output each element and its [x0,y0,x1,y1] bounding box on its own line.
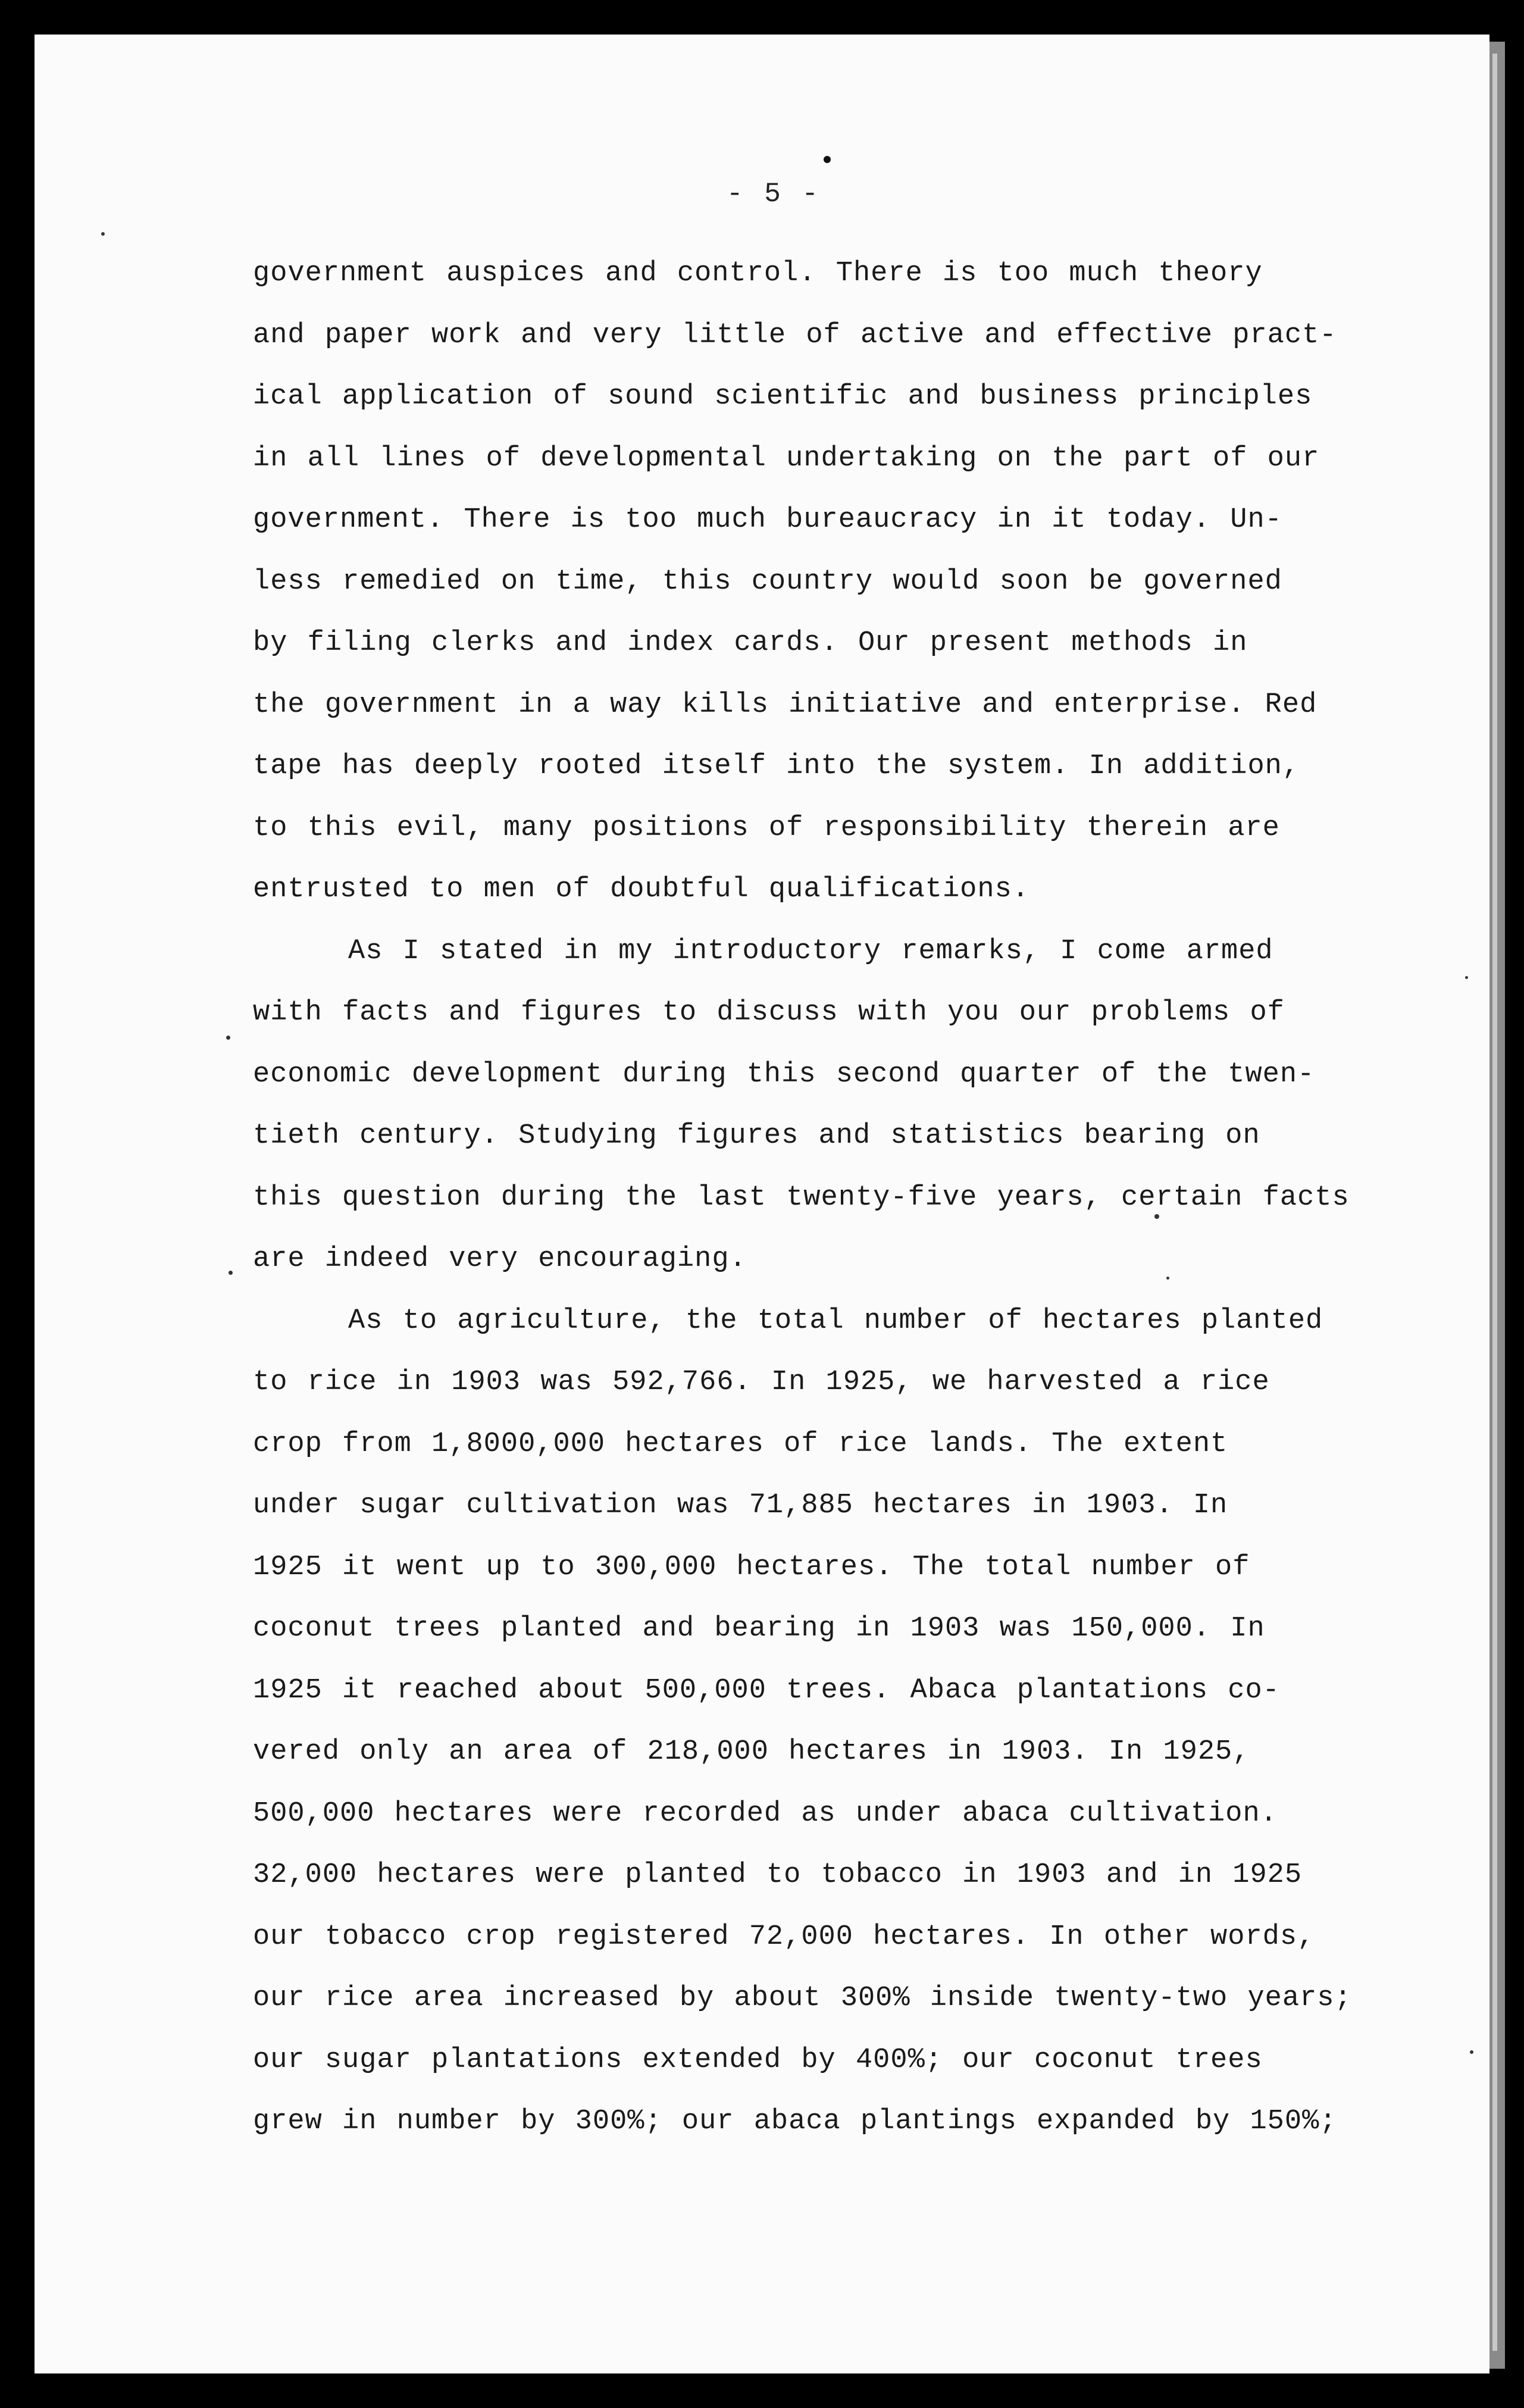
text-line: ical application of sound scientific and business principles [253,381,1313,412]
text-line: grew in number by 300%; our abaca plantings expanded by 150%; [253,2106,1337,2137]
text-line: are indeed very encouraging. [253,1243,747,1275]
text-line: 1925 it reached about 500,000 trees. Abaca plantations co- [253,1674,1280,1706]
page-edge-highlight [1492,54,1497,2351]
ink-speck [1470,2050,1473,2054]
text-line: 32,000 hectares were planted to tobacco in 1903 and in 1925 [253,1859,1303,1891]
text-line: to this evil, many positions of responsibility therein are [253,812,1280,844]
ink-speck [229,1271,233,1275]
ink-speck [226,1036,230,1040]
text-line: with facts and figures to discuss with you our problems of [253,997,1285,1028]
paragraph-start-line: As I stated in my introductory remarks, I come armed [348,935,1273,967]
text-line: government auspices and control. There is too much theory [253,258,1263,289]
paragraph-start-line: As to agriculture, the total number of hectares planted [348,1305,1323,1337]
text-line: crop from 1,8000,000 hectares of rice lands. The extent [253,1428,1228,1460]
text-line: coconut trees planted and bearing in 1903 was 150,000. In [253,1613,1265,1644]
ink-speck [1465,976,1468,979]
typed-text-body [253,243,1384,2153]
text-line: entrusted to men of doubtful qualifications. [253,874,1030,905]
text-line: the government in a way kills initiative and enterprise. Red [253,689,1318,721]
text-line: in all lines of developmental undertaking on the part of our [253,442,1320,474]
text-line: this question during the last twenty-five years, certain facts [253,1181,1350,1214]
text-line: to rice in 1903 was 592,766. In 1925, we harvested a rice [253,1366,1270,1398]
text-line: under sugar cultivation was 71,885 hectares in 1903. In [253,1490,1228,1521]
ink-speck [101,232,105,236]
text-line: our tobacco crop registered 72,000 hectares. In other words, [253,1921,1315,1953]
text-line: our sugar plantations extended by 400%; our coconut trees [253,2044,1263,2076]
text-line: our rice area increased by about 300% inside twenty-two years; [253,1982,1352,2014]
page-edge-shadow [1489,42,1505,2369]
text-line: government. There is too much bureaucracy in it today. Un- [253,504,1282,536]
page-number: - 5 - [726,179,821,209]
text-line: less remedied on time, this country would soon be governed [253,565,1282,598]
text-line: 1925 it went up to 300,000 hectares. The total number of [253,1551,1250,1583]
text-line: tieth century. Studying figures and statistics bearing on [253,1120,1260,1152]
text-line: economic development during this second quarter of the twen- [253,1058,1315,1090]
text-line: and paper work and very little of active and effective pract- [253,319,1337,351]
text-line: 500,000 hectares were recorded as under abaca cultivation. [253,1797,1278,1830]
text-line: tape has deeply rooted itself into the system. In addition, [253,750,1300,782]
text-line: by filing clerks and index cards. Our present methods in [253,627,1248,659]
text-line: vered only an area of 218,000 hectares in 1903. In 1925, [253,1736,1250,1768]
ink-dot [824,156,831,163]
